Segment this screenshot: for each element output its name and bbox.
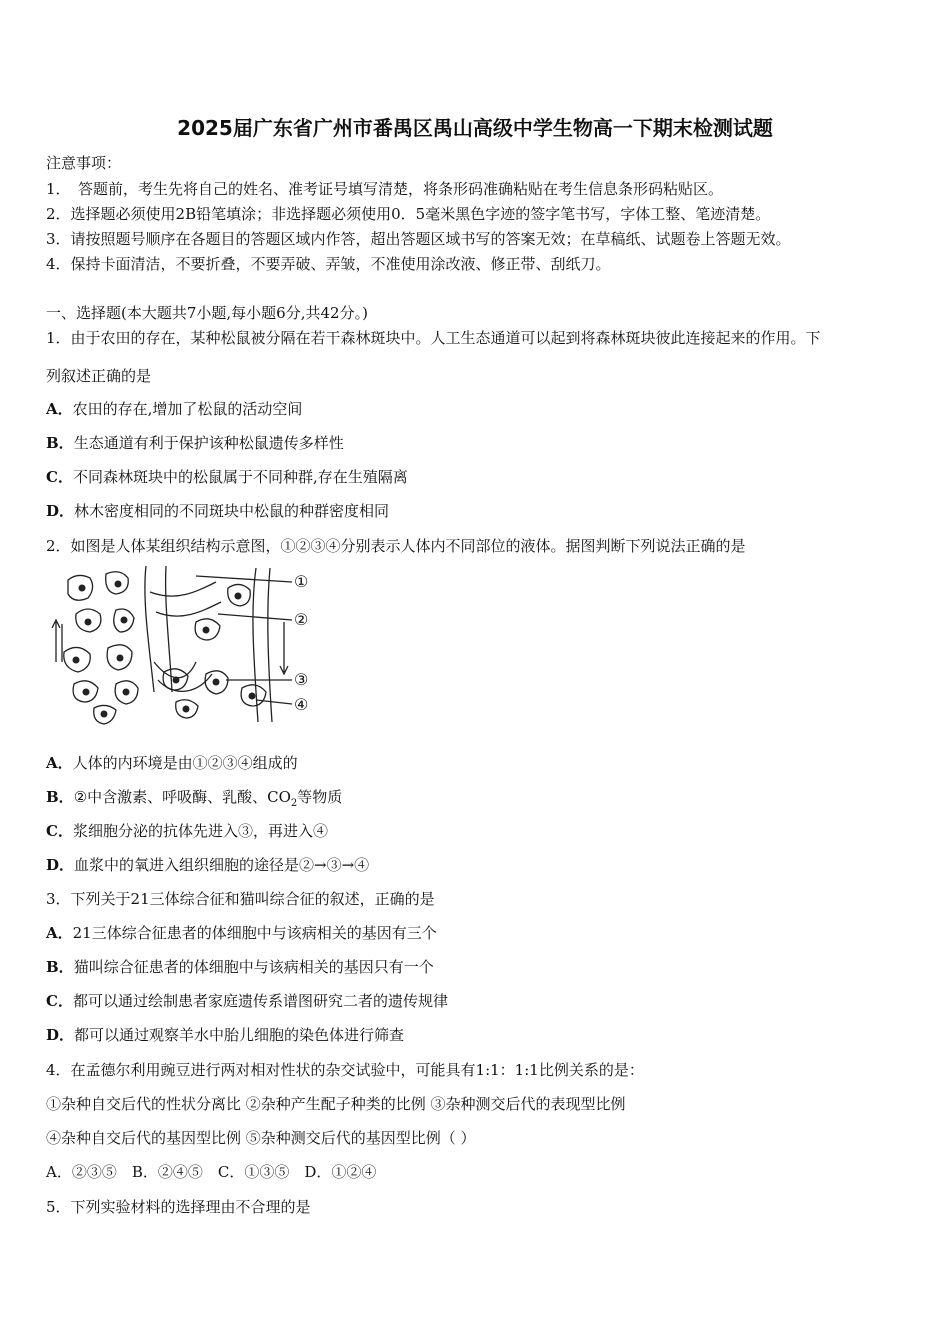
option-text: ②中含激素、呼吸酶、乳酸、CO [73,788,291,806]
q1-option-b [46,432,344,453]
option-text: 农田的存在,增加了松鼠的活动空间 [72,400,303,418]
option-text: 21三体综合征患者的体细胞中与该病相关的基因有三个 [72,924,437,942]
notice-item-3: 3．请按照题号顺序在各题目的答题区域内作答，超出答题区域书写的答案无效；在草稿纸、试题卷上答题无效。 [46,230,791,248]
q2-option-b [46,786,342,809]
q1-stem-line1: 1．由于农田的存在，某种松鼠被分隔在若干森林斑块中。人工生态通道可以起到将森林斑块彼此连接起来的作用。下 [46,329,821,347]
q4-options: A．②③⑤ B．②④⑤ C．①③⑤ D．①②④ [46,1163,377,1181]
q1-option-d [46,500,389,521]
figure-label-3: ③ [294,670,309,689]
option-text: 不同森林斑块中的松鼠属于不同种群,存在生殖隔离 [72,468,408,486]
notice-item-2: 2．选择题必须使用2B铅笔填涂；非选择题必须使用0．5毫米黑色字迹的签字笔书写，字体工整、笔迹清楚。 [46,205,771,223]
section-heading: 一、选择题(本大题共7小题,每小题6分,共42分。) [46,304,368,322]
q3-option-c [46,990,448,1011]
option-text: 林木密度相同的不同斑块中松鼠的种群密度相同 [74,502,390,520]
notice-heading: 注意事项： [46,154,122,172]
q2-stem: 2．如图是人体某组织结构示意图，①②③④分别表示人体内不同部位的液体。据图判断下列说法正确的是 [46,537,746,555]
option-letter: C． [46,992,73,1010]
q3-stem: 3．下列关于21三体综合征和猫叫综合征的叙述，正确的是 [46,890,435,908]
option-text: 都可以通过观察羊水中胎儿细胞的染色体进行筛查 [74,1026,405,1044]
figure-label-1: ① [294,572,309,591]
option-text: 猫叫综合征患者的体细胞中与该病相关的基因只有一个 [73,958,434,976]
notice-item-4: 4．保持卡面清洁，不要折叠，不要弄破、弄皱，不准使用涂改液、修正带、刮纸刀。 [46,255,611,273]
q4-line2: ④杂种自交后代的基因型比例 ⑤杂种测交后代的基因型比例（ ） [46,1129,476,1147]
q4-stem: 4．在孟德尔利用豌豆进行两对相对性状的杂交试验中，可能具有1:1：1:1比例关系的是： [46,1061,644,1079]
option-letter: D． [46,856,75,874]
q3-option-a [46,922,437,943]
q1-option-a [46,398,302,419]
q5-stem: 5．下列实验材料的选择理由不合理的是 [46,1198,311,1216]
q1-stem-line2: 列叙述正确的是 [46,367,152,385]
q2-option-a [46,752,298,773]
option-letter: A． [46,924,73,942]
q4-line1: ①杂种自交后代的性状分离比 ②杂种产生配子种类的比例 ③杂种测交后代的表现型比例 [46,1095,626,1113]
q1-option-c [46,466,408,487]
q2-option-d [46,854,369,875]
option-letter: B． [46,434,74,452]
option-text: 浆细胞分泌的抗体先进入③，再进入④ [72,822,328,840]
option-letter: C． [46,468,73,486]
option-text: 生态通道有利于保护该种松鼠遗传多样性 [73,434,344,452]
notice-item-1: 1． 答题前，考生先将自己的姓名、准考证号填写清楚，将条形码准确粘贴在考生信息条形码粘贴区。 [46,180,724,198]
option-text: 血浆中的氧进入组织细胞的途径是②→③→④ [74,856,370,874]
figure-label-2: ② [294,610,309,629]
option-letter: A． [46,754,73,772]
page-title: 2025届广东省广州市番禺区禺山高级中学生物高一下期末检测试题 [177,116,773,140]
option-letter: C． [46,822,73,840]
q3-option-b [46,956,434,977]
option-letter: B． [46,788,74,806]
option-letter: D． [46,1026,75,1044]
figure-label-4: ④ [294,695,309,714]
option-text-tail: 等物质 [297,788,343,806]
option-text: 人体的内环境是由①②③④组成的 [72,754,298,772]
option-letter: D． [46,502,75,520]
option-text: 都可以通过绘制患者家庭遗传系谱图研究二者的遗传规律 [72,992,448,1010]
option-letter: B． [46,958,74,976]
q2-option-c [46,820,328,841]
option-subscript: 2 [290,798,298,809]
tissue-diagram [46,562,326,730]
q3-option-d [46,1024,404,1045]
option-letter: A． [46,400,73,418]
